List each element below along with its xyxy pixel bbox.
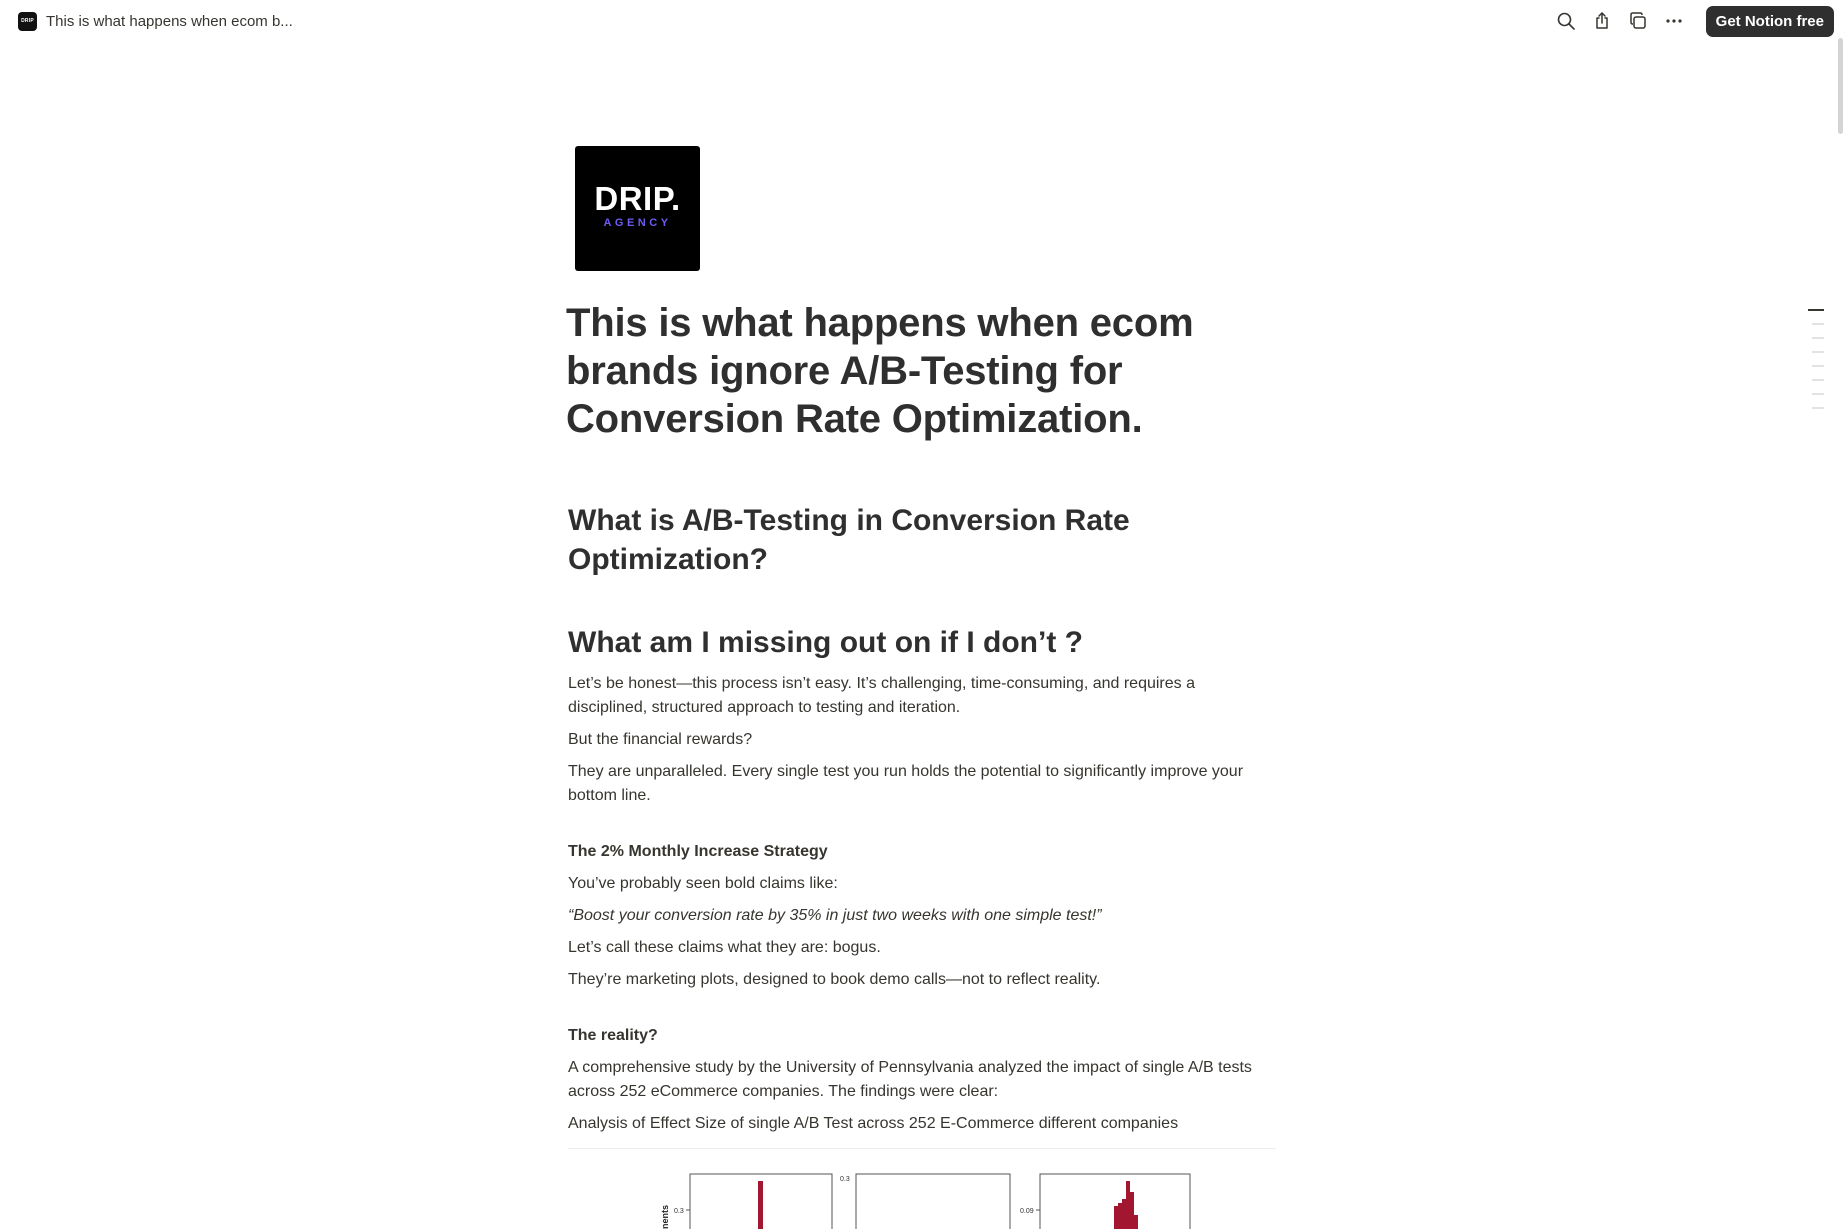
logo-wordmark: DRIP. xyxy=(594,180,681,217)
subheading-reality[interactable]: The reality? xyxy=(568,1027,658,1044)
paragraph[interactable]: But the financial rewards? xyxy=(568,731,753,748)
top-bar xyxy=(0,0,1844,42)
figure-bar xyxy=(1114,1206,1118,1229)
toc-entry[interactable] xyxy=(1812,407,1824,409)
share-button[interactable] xyxy=(1584,5,1620,37)
breadcrumb-title: This is what happens when ecom b... xyxy=(46,12,293,30)
page-content xyxy=(566,146,1276,1229)
page-title[interactable]: This is what happens when ecom brands ignore A/B-Testing for Conversion Rate Optimization. xyxy=(566,301,1194,441)
figure-tick-label: 0.3 xyxy=(674,1208,684,1215)
heading-what-is-ab-testing[interactable]: What is A/B-Testing in Conversion Rate Optimization? xyxy=(568,504,1130,576)
figure-bar xyxy=(1130,1192,1134,1229)
effect-size-figure xyxy=(568,1149,1276,1229)
figure-ylabel: nents xyxy=(660,1204,670,1229)
toc-entry[interactable] xyxy=(1812,393,1824,395)
figure-bar xyxy=(1126,1181,1130,1229)
figure-bar xyxy=(1122,1199,1126,1229)
duplicate-button[interactable] xyxy=(1620,5,1656,37)
toc-entry[interactable] xyxy=(1812,323,1824,325)
scrollbar-thumb[interactable] xyxy=(1838,38,1843,134)
page-scrollbar[interactable] xyxy=(1836,38,1844,134)
logo-subtitle: AGENCY xyxy=(603,217,672,229)
get-notion-free-button[interactable]: Get Notion free xyxy=(1706,6,1834,37)
more-button[interactable] xyxy=(1656,5,1692,37)
share-icon xyxy=(1592,11,1612,31)
figure-bar xyxy=(758,1181,763,1229)
toc-entry[interactable] xyxy=(1808,309,1824,311)
toc-entry[interactable] xyxy=(1812,365,1824,367)
figure-tick-label: 0.09 xyxy=(1020,1208,1034,1215)
paragraph[interactable]: They’re marketing plots, designed to book demo calls—not to reflect reality. xyxy=(568,971,1101,988)
paragraph[interactable]: Let’s be honest—this process isn’t easy. It’s challenging, time-consuming, and requires a disciplined, structured approach to testing and iteration. xyxy=(568,675,1195,716)
breadcrumb-page-icon: DRIP xyxy=(18,12,37,31)
toc-entry[interactable] xyxy=(1812,351,1824,353)
paragraph[interactable]: A comprehensive study by the University of Pennsylvania analyzed the impact of single A/B tests across 252 eCommerce companies. The findings were clear: xyxy=(568,1059,1252,1100)
search-icon xyxy=(1556,11,1576,31)
effect-size-figure-image[interactable] xyxy=(568,1149,1276,1229)
figure-bar xyxy=(1134,1215,1138,1229)
more-icon xyxy=(1664,11,1684,31)
page-icon-drip-logo[interactable] xyxy=(575,146,700,271)
top-actions xyxy=(1548,5,1834,37)
paragraph[interactable]: You’ve probably seen bold claims like: xyxy=(568,875,838,892)
toc-entry[interactable] xyxy=(1812,379,1824,381)
breadcrumb[interactable] xyxy=(18,10,293,32)
figure-caption[interactable]: Analysis of Effect Size of single A/B Test across 252 E-Commerce different companies xyxy=(568,1115,1179,1132)
heading-what-am-i-missing[interactable]: What am I missing out on if I don’t ? xyxy=(568,626,1083,659)
figure-tick-label: 0.3 xyxy=(840,1176,850,1183)
subheading-strategy[interactable]: The 2% Monthly Increase Strategy xyxy=(568,843,828,860)
figure-panel-2 xyxy=(856,1174,1010,1229)
toc-entry[interactable] xyxy=(1812,337,1824,339)
table-of-contents-rail[interactable] xyxy=(1808,309,1824,421)
quote-paragraph[interactable]: “Boost your conversion rate by 35% in just two weeks with one simple test!” xyxy=(568,907,1102,924)
search-button[interactable] xyxy=(1548,5,1584,37)
paragraph[interactable]: Let’s call these claims what they are: bogus. xyxy=(568,939,881,956)
figure-bar xyxy=(1118,1203,1122,1229)
paragraph[interactable]: They are unparalleled. Every single test you run holds the potential to significantly improve your bottom line. xyxy=(568,763,1244,804)
duplicate-icon xyxy=(1628,11,1648,31)
